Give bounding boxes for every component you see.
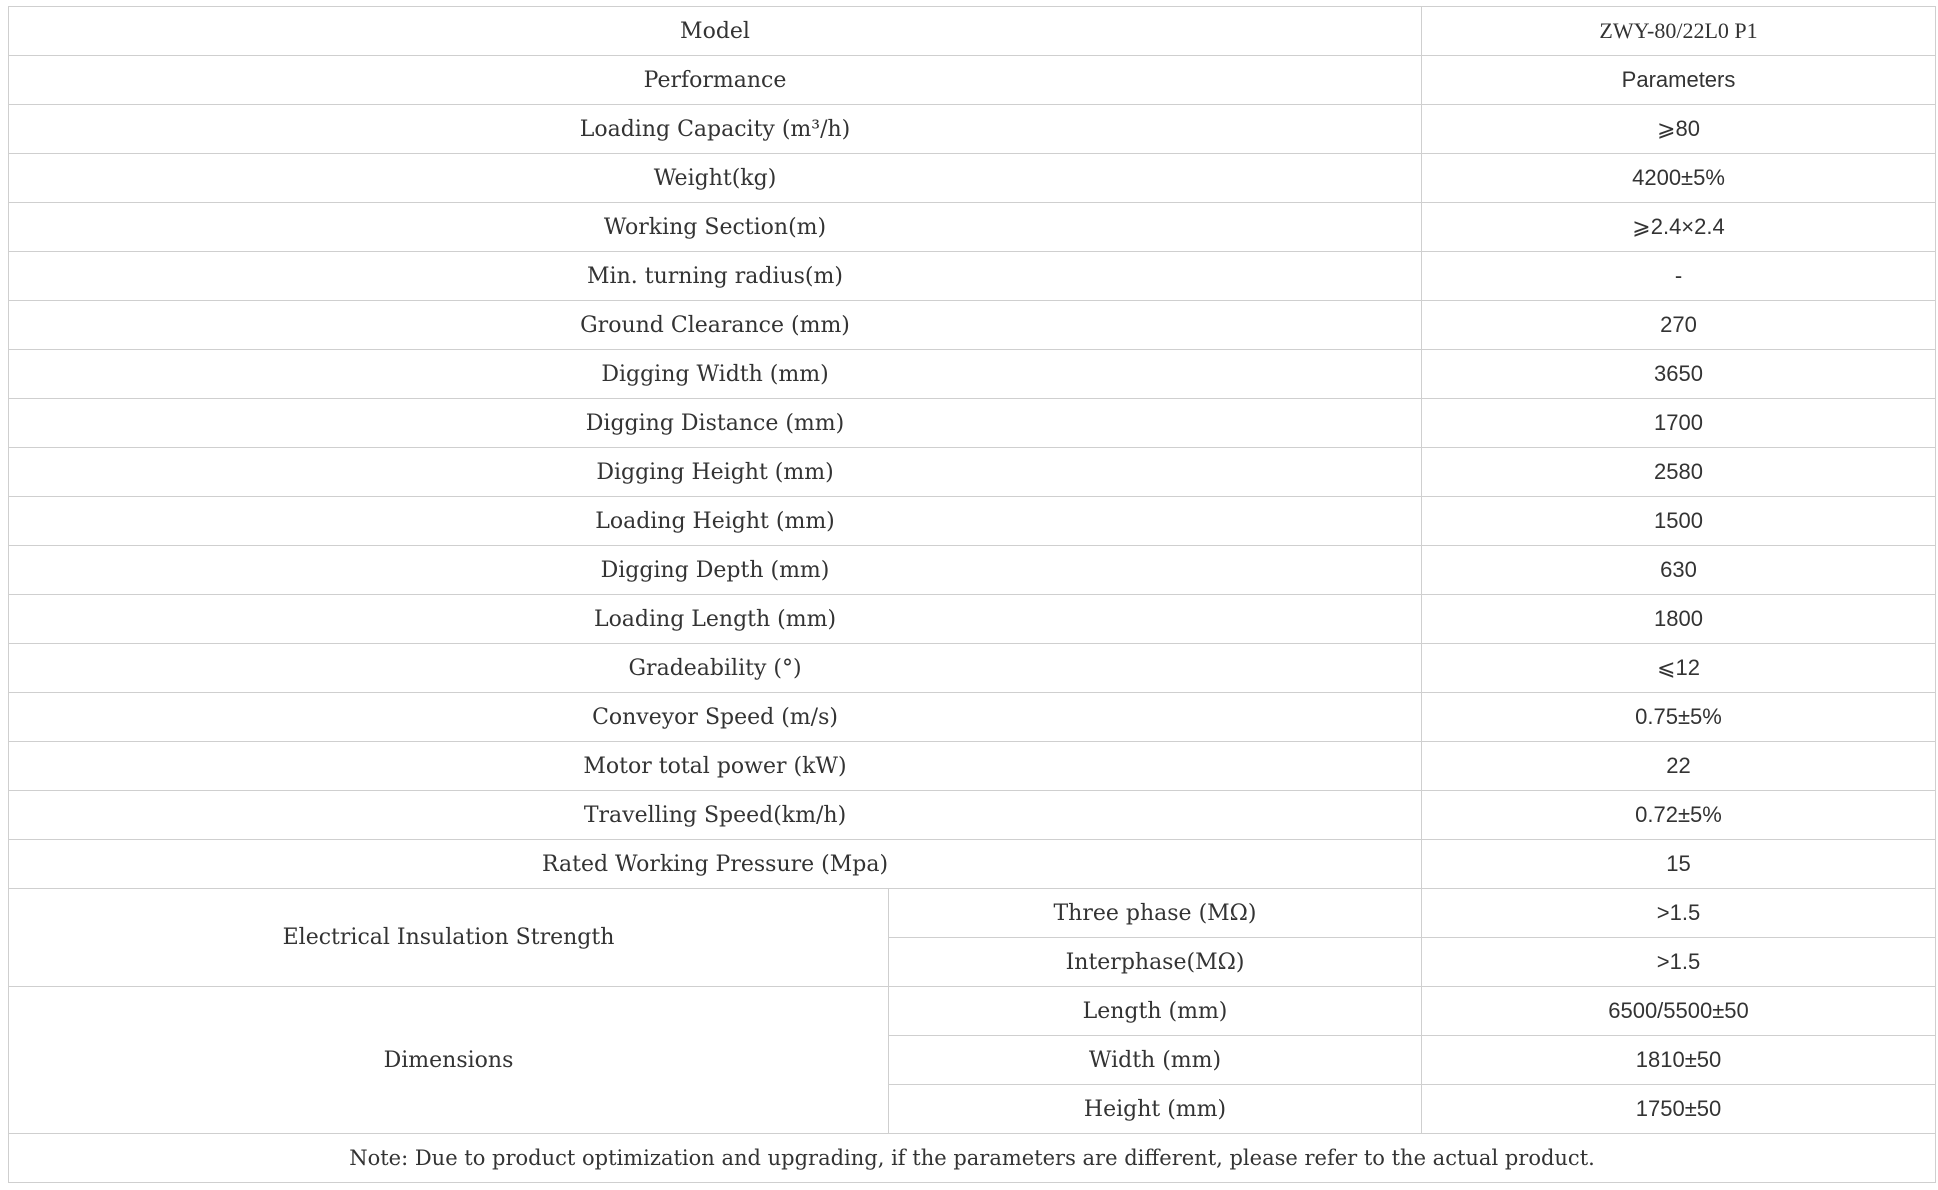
dimensions-height-value: 1750±50 xyxy=(1422,1085,1936,1134)
row-label: Min. turning radius(m) xyxy=(9,252,1422,301)
table-row-note xyxy=(9,1134,1936,1183)
row-label: Travelling Speed(km/h) xyxy=(9,791,1422,840)
table-row xyxy=(9,644,1936,693)
insulation-three-phase-value: >1.5 xyxy=(1422,889,1936,938)
row-value: Parameters xyxy=(1422,56,1936,105)
row-value: 22 xyxy=(1422,742,1936,791)
row-label: Digging Height (mm) xyxy=(9,448,1422,497)
row-label: Conveyor Speed (m/s) xyxy=(9,693,1422,742)
table-row-dimensions-length xyxy=(9,987,1936,1036)
row-value: 270 xyxy=(1422,301,1936,350)
spec-table-body xyxy=(9,7,1936,1183)
row-value: 4200±5% xyxy=(1422,154,1936,203)
spec-table xyxy=(8,6,1936,1183)
insulation-label: Electrical Insulation Strength xyxy=(9,889,889,987)
note-text: Note: Due to product optimization and upgrading, if the parameters are different, please refer to the actual product. xyxy=(9,1134,1936,1183)
dimensions-width-label: Width (mm) xyxy=(889,1036,1422,1085)
row-value: ⩽12 xyxy=(1422,644,1936,693)
dimensions-label: Dimensions xyxy=(9,987,889,1134)
table-row xyxy=(9,154,1936,203)
row-label: Digging Distance (mm) xyxy=(9,399,1422,448)
row-label: Weight(kg) xyxy=(9,154,1422,203)
insulation-interphase-value: >1.5 xyxy=(1422,938,1936,987)
row-label: Working Section(m) xyxy=(9,203,1422,252)
row-label: Digging Depth (mm) xyxy=(9,546,1422,595)
table-row xyxy=(9,595,1936,644)
dimensions-length-label: Length (mm) xyxy=(889,987,1422,1036)
row-value: 1700 xyxy=(1422,399,1936,448)
table-row xyxy=(9,56,1936,105)
table-row xyxy=(9,840,1936,889)
row-value: 15 xyxy=(1422,840,1936,889)
table-row xyxy=(9,301,1936,350)
table-row xyxy=(9,399,1936,448)
row-label: Model xyxy=(9,7,1422,56)
table-row xyxy=(9,448,1936,497)
table-row-insulation-three-phase xyxy=(9,889,1936,938)
row-label: Loading Capacity (m³/h) xyxy=(9,105,1422,154)
table-row xyxy=(9,693,1936,742)
table-row xyxy=(9,7,1936,56)
row-value: 3650 xyxy=(1422,350,1936,399)
row-value: 1800 xyxy=(1422,595,1936,644)
row-value: 0.72±5% xyxy=(1422,791,1936,840)
table-row xyxy=(9,203,1936,252)
row-label: Motor total power (kW) xyxy=(9,742,1422,791)
row-label: Ground Clearance (mm) xyxy=(9,301,1422,350)
table-row xyxy=(9,791,1936,840)
dimensions-width-value: 1810±50 xyxy=(1422,1036,1936,1085)
insulation-three-phase-label: Three phase (MΩ) xyxy=(889,889,1422,938)
table-row xyxy=(9,742,1936,791)
table-row xyxy=(9,350,1936,399)
row-label: Gradeability (°) xyxy=(9,644,1422,693)
row-label: Loading Length (mm) xyxy=(9,595,1422,644)
table-row xyxy=(9,105,1936,154)
table-row xyxy=(9,546,1936,595)
row-label: Performance xyxy=(9,56,1422,105)
insulation-interphase-label: Interphase(MΩ) xyxy=(889,938,1422,987)
table-row xyxy=(9,497,1936,546)
dimensions-length-value: 6500/5500±50 xyxy=(1422,987,1936,1036)
row-value: 1500 xyxy=(1422,497,1936,546)
row-value: 630 xyxy=(1422,546,1936,595)
table-row xyxy=(9,252,1936,301)
row-value: 2580 xyxy=(1422,448,1936,497)
row-label: Rated Working Pressure (Mpa) xyxy=(9,840,1422,889)
dimensions-height-label: Height (mm) xyxy=(889,1085,1422,1134)
row-value: ⩾2.4×2.4 xyxy=(1422,203,1936,252)
row-value: 0.75±5% xyxy=(1422,693,1936,742)
row-value: - xyxy=(1422,252,1936,301)
row-value: ZWY-80/22L0 P1 xyxy=(1422,7,1936,56)
row-label: Digging Width (mm) xyxy=(9,350,1422,399)
row-label: Loading Height (mm) xyxy=(9,497,1422,546)
row-value: ⩾80 xyxy=(1422,105,1936,154)
